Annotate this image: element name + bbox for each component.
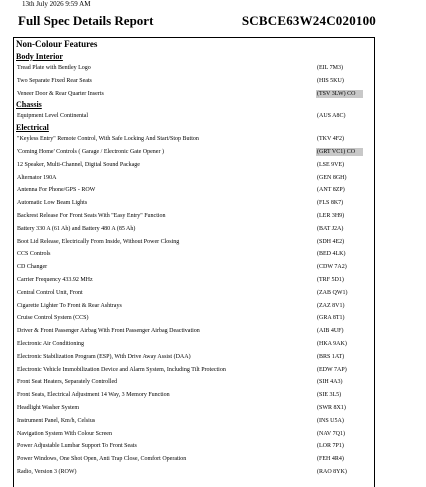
spec-row [16, 325, 368, 338]
spec-row [16, 440, 368, 453]
feature-description: Cruise Control System (CCS) [17, 315, 89, 322]
feature-code: (SDH 4E2) [317, 238, 345, 245]
spec-row [16, 261, 368, 274]
feature-code: (HIS 5KU) [317, 77, 344, 84]
feature-code: (AUS A8C) [317, 113, 346, 120]
feature-code: (AIB 4UF) [317, 328, 344, 335]
feature-code: (NAV 7Q1) [317, 430, 345, 437]
spec-row [16, 210, 368, 223]
section-title: Non-Colour Features [16, 39, 98, 49]
spec-row [16, 274, 368, 287]
feature-description: Headlight Washer System [17, 404, 80, 411]
feature-description: Central Control Unit, Front [17, 289, 83, 296]
spec-row [16, 428, 368, 441]
spec-row [16, 88, 368, 101]
feature-code: (HKA 9AK) [317, 340, 347, 347]
feature-code: (GEN 8GH) [317, 174, 347, 181]
group-heading: Body Interior [16, 52, 63, 61]
feature-code: (SWR 8X1) [317, 404, 346, 411]
feature-description: Front Seats, Electrical Adjustment 14 Way, 3 Memory Function [17, 392, 170, 399]
feature-code: (EIL 7M3) [317, 65, 343, 71]
spec-row [16, 312, 368, 325]
feature-description: Cigarette Lighter To Front & Rear Ashtrays [17, 302, 122, 309]
feature-description: CD Changer [17, 264, 48, 271]
group-heading: Electrical [16, 123, 49, 133]
feature-code: (LOR 7P1) [317, 443, 344, 450]
feature-code: (GRA 8T1) [317, 315, 345, 322]
spec-row [16, 223, 368, 236]
report-timestamp: 13th July 2026 9:59 AM [22, 0, 91, 8]
feature-description: 12 Speaker, Multi-Channel, Digital Sound Package [17, 161, 140, 168]
spec-row [16, 172, 368, 185]
spec-list [16, 52, 368, 479]
spec-row [16, 159, 368, 172]
spec-row [16, 75, 368, 88]
feature-description: Driver & Front Passenger Airbag With Front Passenger Airbag Deactivation [17, 328, 200, 335]
feature-code: (ZAB QW1) [317, 289, 348, 296]
feature-description: Power Adjustable Lumbar Support To Front Seats [17, 443, 137, 450]
spec-row [16, 351, 368, 364]
spec-row [16, 287, 368, 300]
feature-code: (BRS 1AT) [317, 353, 345, 360]
spec-row [16, 197, 368, 210]
feature-code: (LER 3H9) [317, 212, 345, 219]
feature-description: Battery 330 A (61 Ah) and Battery 480 A (85 Ah) [17, 225, 136, 232]
feature-code: (EDW 7AP) [317, 366, 347, 373]
feature-description: Equipment Level Continental [17, 113, 88, 120]
feature-code: (INS U5A) [317, 417, 344, 424]
spec-row [16, 300, 368, 313]
feature-description: Electronic Vehicle Immobilization Device and Alarm System, Including Tilt Protection [17, 366, 226, 373]
feature-code: (FEH 4R4) [317, 456, 344, 463]
feature-description: Antenna For Phone/GPS - ROW [17, 187, 96, 194]
feature-description: Navigation System With Colour Screen [17, 430, 112, 437]
spec-row [16, 364, 368, 377]
feature-code: (BAT J2A) [317, 225, 344, 232]
feature-description: CCS Controls [17, 251, 51, 258]
spec-row [16, 236, 368, 249]
feature-description: Instrument Panel, Km/h, Celsius [17, 417, 96, 424]
feature-code: (ZAZ 8V1) [317, 302, 345, 309]
feature-description: "Keyless Entry" Remote Control, With Safe Locking And Start/Stop Button [17, 136, 199, 143]
report-title: Full Spec Details Report [18, 13, 154, 28]
feature-code: (TRF 5D1) [317, 276, 344, 283]
feature-code: (SIH 4A3) [317, 379, 343, 386]
spec-row [16, 133, 368, 146]
spec-row [16, 466, 368, 479]
feature-description: Automatic Low Beam Lights [17, 200, 88, 207]
feature-description: Tread Plate with Bentley Logo [17, 65, 91, 71]
spec-row [16, 110, 368, 123]
feature-description: Two Separate Fixed Rear Seats [17, 77, 92, 84]
feature-code: (ANT 8ZP) [317, 187, 345, 194]
spec-row [16, 402, 368, 415]
spec-row [16, 146, 368, 159]
feature-description: Electronic Stabilization Program (ESP), With Drive Away Assist (DAA) [17, 353, 191, 360]
feature-description: Backrest Release For Front Seats With "Easy Entry" Function [17, 212, 166, 219]
feature-description: Carrier Frequency 433.92 MHz [17, 276, 93, 283]
feature-code: (RAO 8YK) [317, 468, 347, 475]
vin-number: SCBCE63W24C020100 [241, 13, 376, 28]
feature-description: Veneer Door & Rear Quarter Inserts [17, 90, 104, 97]
feature-description: Front Seat Heaters, Separately Controlled [17, 379, 118, 386]
spec-row [16, 453, 368, 466]
spec-row [16, 248, 368, 261]
feature-code: (TSV 3LW) CO [317, 90, 356, 97]
spec-row [16, 62, 368, 75]
feature-description: Boot Lid Release, Electrically From Inside, Without Power Closing [17, 238, 180, 245]
spec-row [16, 338, 368, 351]
feature-code: (BED 4LK) [317, 251, 346, 258]
feature-code: (LSE 9VE) [317, 161, 345, 168]
spec-row [16, 376, 368, 389]
feature-description: 'Coming Home' Controls ( Garage / Electronic Gate Opener ) [17, 148, 164, 155]
spec-row [16, 389, 368, 402]
feature-description: Radio, Version 3 (ROW) [17, 468, 77, 475]
feature-description: Alternator 190A [17, 174, 57, 181]
feature-description: Power Windows, One Shot Open, Anti Trap Close, Comfort Operation [17, 456, 187, 463]
feature-code: (GRT VC1) CO [317, 148, 356, 155]
spec-row [16, 184, 368, 197]
feature-code: (SIE 3L5) [317, 392, 342, 399]
feature-code: (CDW 7A2) [317, 264, 347, 271]
feature-code: (FLS 8K7) [317, 200, 344, 207]
group-heading: Chassis [16, 100, 42, 110]
feature-code: (TKV 4F2) [317, 136, 345, 143]
feature-description: Electronic Air Conditioning [17, 340, 84, 347]
spec-row [16, 415, 368, 428]
